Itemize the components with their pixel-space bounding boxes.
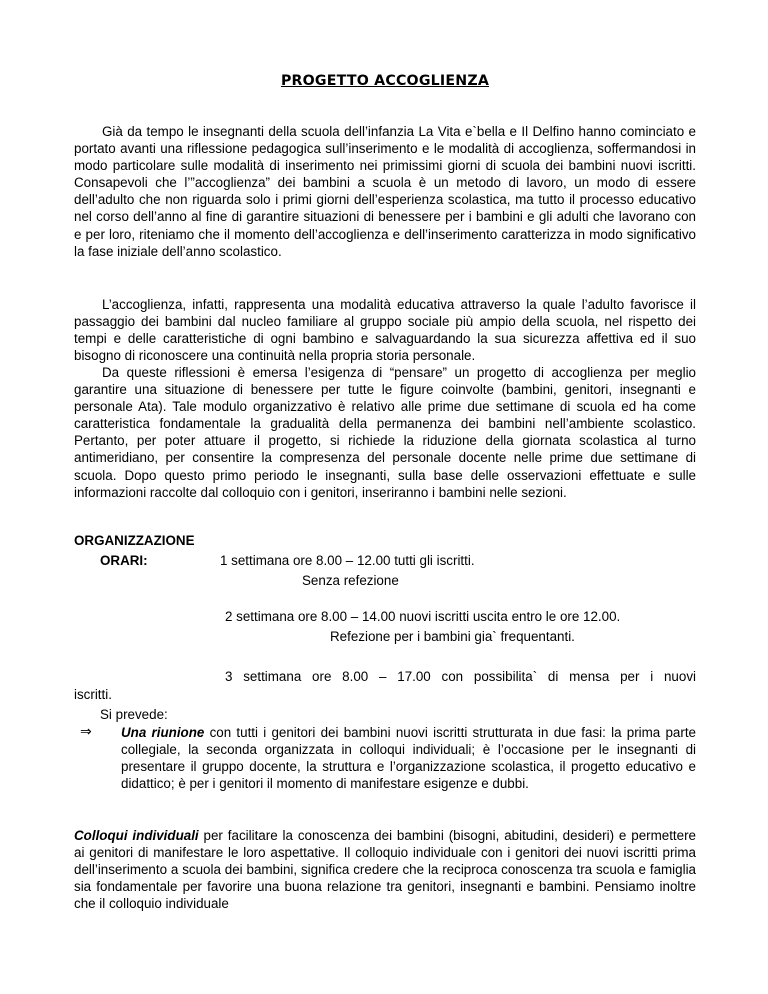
week3-schedule: 3 settimana ore 8.00 – 17.00 con possibilita` di mensa per i nuovi	[225, 669, 696, 684]
colloqui-paragraph	[74, 827, 696, 912]
riunione-term: Una riunione	[121, 725, 205, 740]
riflessioni-paragraph: Da queste riflessioni è emersa l’esigenza di “pensare” un progetto di accoglienza per meglio garantire una situazione di benessere per tutte le figure coinvolte (bambini, genitori, insegnanti e personale Ata). Tale modulo organizzativo è relativo alle prime due settimane di scuola ed ha come caratteristica fondamentale la gradualità della permanenza dei bambini nell’ambiente scolastico. Pertanto, per poter attuare il progetto, si richiede la riduzione della giornata scolastica al turno antimeridiano, per consentire la compresenza del personale docente nelle prime due settimane di scuola. Dopo questo primo periodo le insegnanti, sulla base delle osservazioni effettuate e sulle informazioni raccolte dal colloquio con i genitori, inseriranno i bambini nelle sezioni.	[74, 365, 696, 500]
riunione-description: con tutti i genitori dei bambini nuovi iscritti strutturata in due fasi: la prima parte collegiale, la seconda organizzata in colloqui individuali; è l’occasione per le insegnanti di presentare il gruppo docente, la struttura e l’organizzazione scolastica, il progetto educativo e didattico; è per i genitori il momento di manifestare esigenze e dubbi.	[121, 725, 696, 792]
week1-schedule: 1 settimana ore 8.00 – 12.00 tutti gli iscritti.	[220, 553, 475, 568]
accoglienza-paragraph: L’accoglienza, infatti, rappresenta una modalità educativa attraverso la quale l’adulto favorisce il passaggio dei bambini dal nucleo familiare al gruppo sociale più ampio della scuola, nel rispetto dei tempi e delle caratteristiche di ogni bambino e salvaguardando la sua sicurezza affettiva ed il suo bisogno di riconoscere una continuità nella propria storia personale.	[74, 297, 696, 364]
right-double-arrow-icon: ⇒	[80, 724, 92, 740]
organizzazione-heading: ORGANIZZAZIONE	[74, 533, 195, 548]
si-prevede-label: Si prevede:	[100, 707, 168, 722]
document-title: PROGETTO ACCOGLIENZA	[280, 73, 490, 89]
week3-continuation: iscritti.	[74, 687, 112, 702]
week1-note: Senza refezione	[302, 573, 399, 588]
colloqui-description: per facilitare la conoscenza dei bambini (bisogni, abitudini, desideri) e permettere ai genitori di manifestare le loro aspettative. Il colloquio individuale con i genitori dei nuovi iscritti prima dell’inserimento a scuola dei bambini, significa credere che la reciproca conoscenza tra scuola e famiglia sia fondamentale per favorire una buona relazione tra genitori, insegnanti e bambini. Pensiamo inoltre che il colloquio individuale	[74, 828, 697, 912]
week2-schedule: 2 settimana ore 8.00 – 14.00 nuovi iscritti uscita entro le ore 12.00.	[225, 609, 621, 624]
orari-label: ORARI:	[100, 553, 148, 568]
colloqui-term: Colloqui individuali	[74, 828, 199, 843]
week2-note: Refezione per i bambini gia` frequentanti.	[330, 629, 575, 644]
intro-paragraph: Già da tempo le insegnanti della scuola dell’infanzia La Vita e`bella e Il Delfino hanno cominciato e portato avanti una riflessione pedagogica sull’inserimento e le modalità di accoglienza, soffermandosi in modo particolare sulle modalità di inserimento nei primissimi giorni di scuola dei bambini nuovi iscritti. Consapevoli che l’”accoglienza” dei bambini a scuola è un metodo di lavoro, un modo di essere dell’adulto che non riguarda solo i primi giorni dell’esperienza scolastica, ma tutto il processo educativo nel corso dell’anno al fine di garantire situazioni di benessere per i bambini e gli adulti che lavorano con e per loro, riteniamo che il momento dell’accoglienza e dell’inserimento caratterizza in modo significativo la fase iniziale dell’anno scolastico.	[74, 124, 696, 259]
riunione-item	[121, 724, 696, 792]
